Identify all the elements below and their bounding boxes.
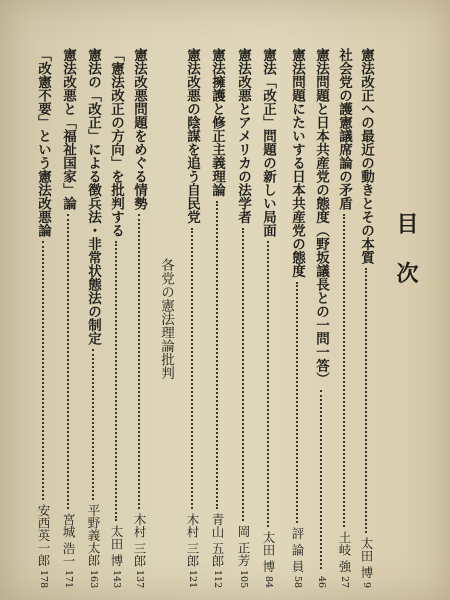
entry-page: 105 [238, 569, 249, 588]
dot-leader [115, 241, 117, 521]
entry-author: 平野義太郎 [86, 504, 101, 567]
toc-entry [334, 48, 354, 588]
toc-entry [311, 48, 331, 588]
entry-page: 171 [63, 569, 74, 588]
toc-entry [83, 48, 103, 588]
dot-leader [365, 268, 367, 533]
entry-author: 評 論 員 [290, 527, 305, 573]
entry-title: 社会党の護憲議席論の矛盾 [336, 48, 352, 210]
entry-title: 憲法改悪とアメリカの法学者 [235, 48, 251, 224]
toc-entry [233, 48, 253, 588]
entry-page: 46 [316, 575, 327, 588]
entry-author: 太田 博 [109, 525, 124, 567]
entry-title: 憲法問題にたいする日本共産党の態度 [289, 48, 305, 278]
entry-page: 163 [88, 569, 99, 588]
entry-author: 太田 博 [359, 537, 374, 579]
entry-author: 岡 正芳 [236, 525, 251, 567]
entry-author: 青山 五郎 [210, 512, 225, 567]
dot-leader [138, 214, 140, 509]
entry-page: 137 [134, 569, 145, 588]
toc-title: 目 次 [393, 212, 419, 294]
dot-leader [242, 228, 244, 522]
toc-entry [207, 48, 227, 588]
entry-title: 「憲法改正の方向」を批判する [108, 48, 124, 237]
dot-leader [267, 241, 269, 527]
toc-entry [58, 48, 78, 588]
entry-page: 9 [361, 581, 372, 588]
toc-entry [182, 48, 202, 588]
entry-title: 憲法「改正」問題の新しい局面 [260, 48, 276, 237]
dot-leader [67, 214, 69, 509]
entry-title: 憲法問題と日本共産党の態度（野坂議長との一問一答） [313, 48, 329, 386]
dot-leader [216, 201, 218, 509]
dot-leader [191, 228, 193, 509]
entry-author: 安西英一郎 [36, 504, 51, 567]
entry-title: 憲法改悪問題をめぐる情勢 [131, 48, 147, 210]
entry-title: 憲法改悪の陰謀を追う自民党 [184, 48, 200, 224]
entry-author: 宮城 浩一 [61, 512, 76, 567]
toc-entry [258, 48, 278, 588]
entry-page: 143 [111, 569, 122, 588]
entry-page: 121 [187, 569, 198, 588]
entry-author: 太田 博 [261, 531, 276, 573]
entry-title: 「改憲不要」という憲法改悪論 [35, 48, 51, 237]
toc-entry [33, 48, 53, 588]
entry-title: 憲法改正への最近の動きとその本質 [358, 48, 374, 264]
toc-entry [129, 48, 149, 588]
entry-author: 木村 三郎 [185, 512, 200, 567]
entry-title: 憲法の「改正」による徴兵法・非常状態法の制定 [85, 48, 101, 345]
entry-page: 112 [212, 569, 223, 588]
entry-page: 84 [263, 575, 274, 588]
entry-page: 27 [339, 575, 350, 588]
toc-entry [287, 48, 307, 588]
section-heading [156, 258, 176, 380]
entry-page: 58 [292, 575, 303, 588]
dot-leader [296, 282, 298, 524]
entry-page: 178 [38, 569, 49, 588]
entry-author: 木村 三郎 [132, 512, 147, 567]
entry-title: 憲法擁護と修正主義理論 [209, 48, 225, 197]
dot-leader [42, 241, 44, 500]
entry-author: 土岐 強 [337, 531, 352, 573]
section-title: 各党の憲法理論批判 [158, 258, 174, 380]
entry-title: 憲法改悪と「福祉国家」論 [60, 48, 76, 210]
dot-leader [320, 390, 322, 569]
dot-leader [343, 214, 345, 527]
toc-entry [356, 48, 376, 588]
dot-leader [92, 349, 94, 500]
toc-entry [106, 48, 126, 588]
